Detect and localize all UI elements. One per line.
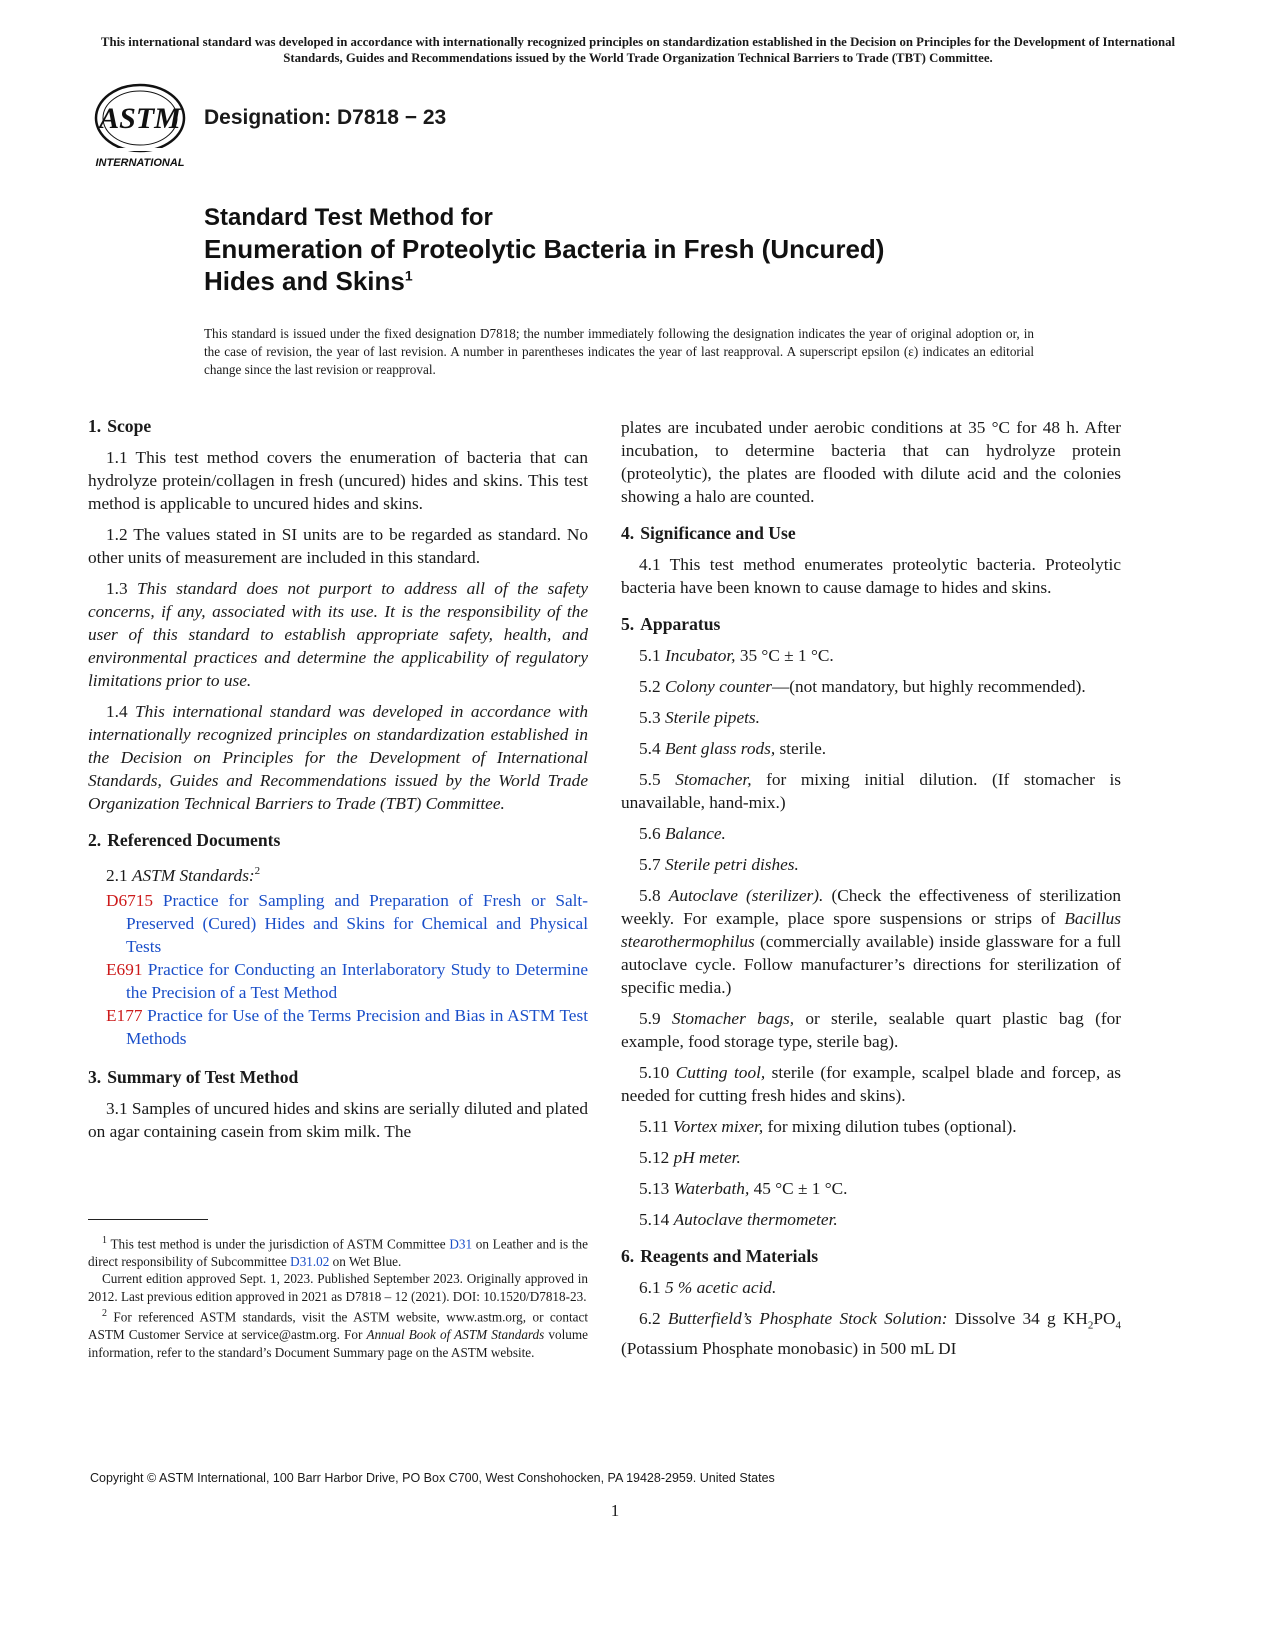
section-number: 5.: [621, 614, 635, 634]
paragraph-6-1: [621, 1276, 1121, 1299]
item-term: Sterile pipets.: [664, 708, 760, 727]
apparatus-item: [621, 737, 1121, 760]
apparatus-item: [621, 884, 1121, 999]
paragraph-number: 6.2: [639, 1309, 661, 1328]
paragraph-text: This standard does not purport to address all of the safety concerns, if any, associated with its use. It is the responsibility of the user of this standard to establish appropriate safety, health, and environmental practices and determine the applicability of regulatory limitations prior to use.: [88, 579, 588, 690]
title-line-1: Standard Test Method for: [204, 204, 493, 231]
section-number: 4.: [621, 523, 635, 543]
section-heading-summary: [88, 1066, 588, 1089]
footnote-italic: Annual Book of ASTM Standards: [366, 1327, 545, 1343]
footnote-mark: 1: [102, 1235, 107, 1246]
apparatus-item: [621, 1061, 1121, 1107]
title-line-2: Enumeration of Proteolytic Bacteria in Fresh (Uncured): [204, 234, 885, 264]
footnote-text: on Wet Blue.: [329, 1253, 402, 1269]
item-text: —(not mandatory, but highly recommended).: [771, 677, 1086, 696]
item-term: Waterbath,: [673, 1179, 750, 1198]
paragraph-1-1: 1.1 This test method covers the enumeration of bacteria that can hydrolyze protein/collagen in fresh (uncured) hides and skins. This test method is applicable to uncured hides and skins.: [88, 448, 588, 513]
copyright-line: Copyright © ASTM International, 100 Barr Harbor Drive, PO Box C700, West Conshohocken, PA 19428-2959. United States: [90, 1471, 775, 1485]
apparatus-item: [621, 768, 1121, 814]
paragraph-3-1-continued: plates are incubated under aerobic conditions at 35 °C for 48 h. After incubation, to determine bacteria that can hydrolyze protein (proteolytic), the plates are flooded with dilute acid and the colonies showing a halo are counted.: [621, 418, 1121, 506]
paragraph-number: 1.4: [106, 702, 128, 721]
item-term: Autoclave thermometer.: [673, 1210, 838, 1229]
item-term: Balance.: [664, 824, 726, 843]
item-term: Colony counter: [664, 677, 772, 696]
item-number: 5.12: [639, 1148, 670, 1167]
title-line-3: [204, 265, 884, 297]
footnote-1-edition: Current edition approved Sept. 1, 2023. Published September 2023. Originally approved in 2012. Last previous edition approved in 2021 as D7818 – 12 (2021). DOI: 10.1520/D7818-23.: [88, 1271, 588, 1304]
item-number: 5.1: [639, 646, 661, 665]
item-text: sterile.: [775, 739, 827, 758]
right-column: [621, 416, 1121, 1368]
apparatus-item: [621, 1208, 1121, 1231]
apparatus-item: [621, 706, 1121, 729]
footnote-text: on Leather and is the direct responsibility of Subcommittee: [88, 1236, 588, 1269]
item-term: pH meter.: [673, 1148, 741, 1167]
subcommittee-link[interactable]: D31.02: [290, 1253, 330, 1269]
reference-code[interactable]: E177: [106, 1005, 143, 1025]
committee-link[interactable]: D31: [449, 1236, 473, 1252]
reference-title-link[interactable]: Practice for Conducting an Interlaboratory Study to Determine the Precision of a Test Method: [126, 959, 588, 1002]
footnote-1: [88, 1232, 588, 1270]
paragraph-number: 2.1: [106, 865, 128, 885]
item-term: Stomacher bags,: [671, 1009, 795, 1028]
footnote-mark: 2: [102, 1308, 107, 1320]
item-text: for mixing dilution tubes (optional).: [763, 1117, 1017, 1136]
page-number: 1: [610, 1501, 620, 1520]
reagent-text: (Potassium Phosphate monobasic) in 500 mL DI: [621, 1339, 957, 1359]
item-term: Incubator,: [664, 646, 736, 665]
item-term: Stomacher,: [675, 770, 752, 789]
section-heading-significance: [621, 522, 1121, 545]
logo-org: INTERNATIONAL: [95, 157, 185, 169]
paragraph-1-2: 1.2 The values stated in SI units are to be regarded as standard. No other units of measurement are included in this standard.: [88, 525, 588, 567]
reference-item[interactable]: [88, 958, 588, 1004]
item-text: sterile (for example, scalpel blade and forcep, as needed for cutting fresh hides and skins).: [621, 1063, 1121, 1105]
section-title: Scope: [107, 416, 152, 436]
paragraph-number: 1.3: [106, 579, 128, 598]
apparatus-item: [621, 1007, 1121, 1053]
item-term: Sterile petri dishes.: [664, 855, 799, 874]
designation: Designation: D7818 − 23: [204, 106, 447, 129]
item-term: Vortex mixer,: [672, 1117, 764, 1136]
item-number: 5.9: [639, 1009, 661, 1028]
section-title: Apparatus: [640, 614, 721, 634]
section-number: 6.: [621, 1246, 635, 1266]
section-title: Referenced Documents: [107, 830, 281, 850]
item-number: 5.2: [639, 677, 661, 696]
item-term: Bent glass rods,: [664, 739, 776, 758]
footnote-divider: [88, 1219, 208, 1220]
reference-title-link[interactable]: Practice for Use of the Terms Precision and Bias in ASTM Test Methods: [126, 1005, 588, 1048]
footnote-text: volume information, refer to the standard’s Document Summary page on the ASTM website.: [88, 1327, 588, 1360]
left-column: [88, 415, 588, 1151]
section-title: Summary of Test Method: [107, 1066, 299, 1087]
apparatus-item: [621, 853, 1121, 876]
reagent-text: Dissolve 34 g: [947, 1309, 1063, 1328]
reference-code[interactable]: D6715: [106, 890, 154, 910]
paragraph-text: This international standard was developed in accordance with internationally recognized principles on standardization established in the Decision on Principles for the Development of International Standards, Guides and Recommendations issued by the World Trade Organization Technical Barriers to Trade (TBT) Committee.: [88, 702, 588, 813]
section-title: Reagents and Materials: [640, 1246, 819, 1266]
reference-item[interactable]: [88, 1004, 588, 1050]
section-heading-referenced-documents: [88, 829, 588, 852]
section-number: 3.: [88, 1066, 102, 1087]
title-line-3-text: Hides and Skins: [204, 266, 405, 296]
item-number: 5.4: [639, 739, 661, 758]
apparatus-item: [621, 675, 1121, 698]
astm-standards-label: ASTM Standards:: [131, 865, 255, 885]
paragraph-2-1: [88, 860, 588, 887]
section-heading-reagents: [621, 1245, 1121, 1268]
section-heading-apparatus: [621, 613, 1121, 636]
section-heading-scope: [88, 415, 588, 438]
item-number: 5.11: [639, 1117, 669, 1136]
item-number: 5.13: [639, 1179, 670, 1198]
species-name: Bacillus stearothermophilus: [621, 909, 1121, 951]
paragraph-1-4: [88, 700, 588, 815]
item-term: Autoclave (sterilizer).: [668, 886, 824, 905]
section-number: 2.: [88, 830, 102, 850]
reference-title-link[interactable]: Practice for Sampling and Preparation of Fresh or Salt-Preserved (Cured) Hides and Skins for Chemical and Physical Tests: [126, 890, 588, 956]
apparatus-item: [621, 1177, 1121, 1200]
item-term: Cutting tool,: [675, 1063, 766, 1082]
apparatus-item: [621, 1146, 1121, 1169]
astm-logo: [90, 82, 190, 174]
title-footnote-mark[interactable]: 1: [404, 267, 413, 284]
item-text: 45 °C ± 1 °C.: [749, 1179, 848, 1198]
item-number: 5.10: [639, 1063, 670, 1082]
paragraph-6-2: [621, 1307, 1121, 1360]
item-text: or sterile, sealable quart plastic bag (for example, food storage type, sterile bag).: [621, 1009, 1122, 1051]
formula: $KH_2PO_4$: [1062, 1309, 1121, 1332]
apparatus-item: [621, 644, 1121, 667]
reagent-term: 5 % acetic acid.: [664, 1278, 777, 1297]
apparatus-item: [621, 1115, 1121, 1138]
paragraph-4-1: 4.1 This test method enumerates proteolytic bacteria. Proteolytic bacteria have been known to cause damage to hides and skins.: [621, 555, 1121, 597]
paragraph-1-3: [88, 577, 588, 692]
item-text: (commercially available) inside glassware for a full autoclave cycle. Follow manufacturer’s directions for sterilization of specific media.): [621, 932, 1121, 997]
item-number: 5.3: [639, 708, 661, 727]
reagent-term: Butterfield’s Phosphate Stock Solution:: [667, 1309, 948, 1328]
paragraph-number: 6.1: [639, 1278, 661, 1297]
document-title: [204, 203, 884, 297]
footnotes: [88, 1219, 588, 1361]
item-number: 5.6: [639, 824, 661, 843]
logo-letters: ASTM: [99, 102, 181, 135]
top-notice: This international standard was developed in accordance with internationally recognized principles on standardization established in the Decision on Principles for the Development of International Standards, Guides and Recommendations issued by the World Trade Organization Technical Barriers to Trade (TBT) Committee.: [100, 35, 1176, 65]
reference-item[interactable]: [88, 889, 588, 958]
item-text: (Check the effectiveness of sterilization weekly. For example, place spore suspensions or strips of: [621, 886, 1121, 928]
item-number: 5.14: [639, 1210, 670, 1229]
section-number: 1.: [88, 416, 102, 436]
footnote-mark-2[interactable]: 2: [254, 865, 261, 877]
item-number: 5.8: [639, 886, 661, 905]
section-title: Significance and Use: [640, 523, 796, 543]
item-number: 5.7: [639, 855, 661, 874]
item-text: for mixing initial dilution. (If stomacher is unavailable, hand-mix.): [621, 770, 1121, 812]
item-text: 35 °C ± 1 °C.: [735, 646, 834, 665]
footnote-text: For referenced ASTM standards, visit the ASTM website, www.astm.org, or contact ASTM Customer Service at service@astm.org. For: [88, 1309, 588, 1343]
item-number: 5.5: [639, 770, 661, 789]
paragraph-3-1: 3.1 Samples of uncured hides and skins are serially diluted and plated on agar containing casein from skim milk. The: [88, 1098, 588, 1141]
issue-note: This standard is issued under the fixed designation D7818; the number immediately following the designation indicates the year of original adoption or, in the case of revision, the year of last revision. A number in parentheses indicates the year of last reapproval. A superscript epsilon (ε) indicates an editorial change since the last revision or reapproval.: [204, 326, 1034, 377]
footnote-2: [88, 1305, 588, 1361]
footnote-text: This test method is under the jurisdiction of ASTM Committee: [107, 1236, 450, 1252]
reference-code[interactable]: E691: [106, 959, 143, 979]
apparatus-item: [621, 822, 1121, 845]
